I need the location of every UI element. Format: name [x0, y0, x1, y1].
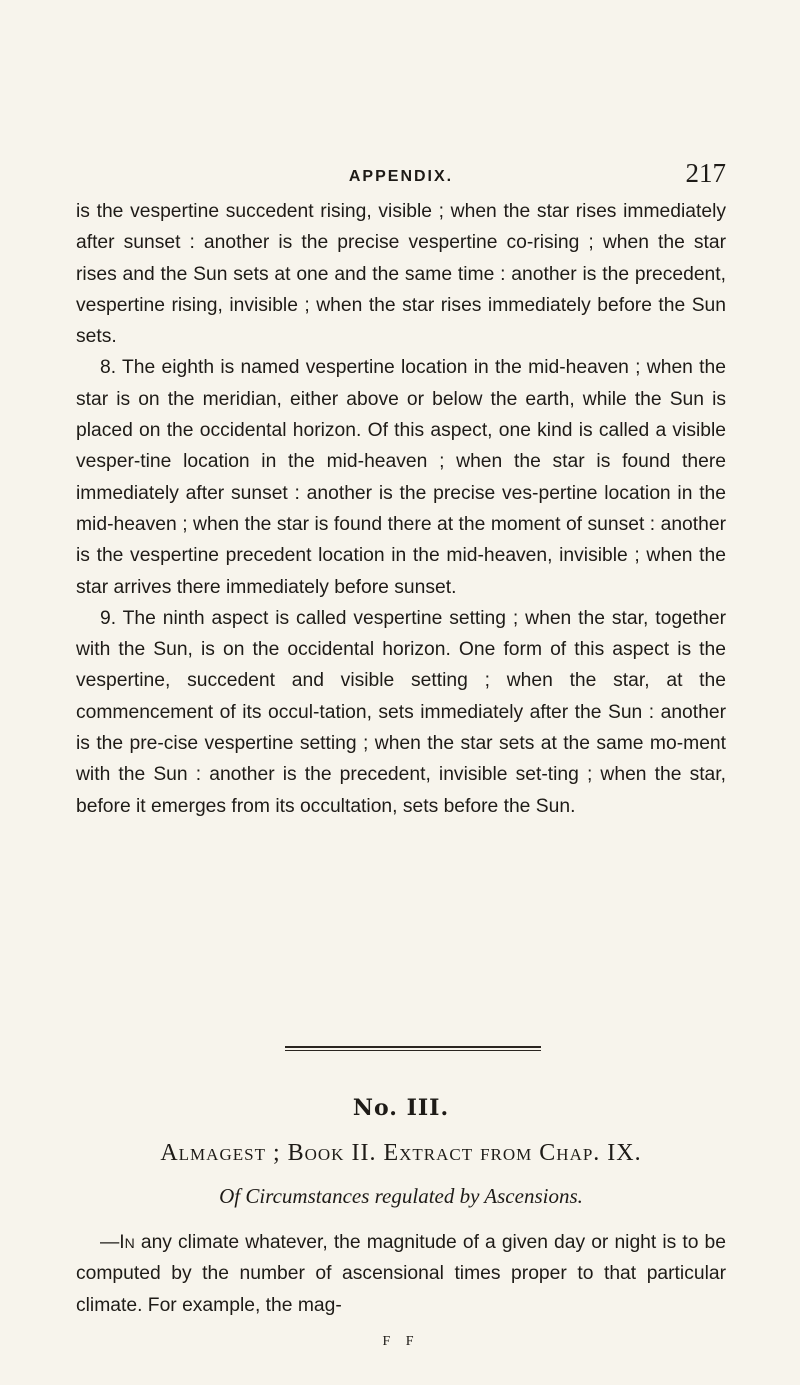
section-heading: Almagest ; Book II. Extract from Chap. IX. — [160, 1140, 642, 1166]
page-number: 217 — [685, 158, 726, 188]
section-number: No. III. — [352, 1095, 450, 1121]
extract-text — [76, 1227, 726, 1321]
signature-mark: F F — [382, 1334, 420, 1349]
paragraph-eighth-aspect: 8. The eighth is named vespertine location in the mid-heaven ; when the star is on the meridian, either above or below the earth, while the Sun is placed on the occidental horizon. Of this aspect, one kind is called a visible vesper-tine location in the mid-heaven ; when the star is found there immediately after sunset : another is the precise ves-pertine location in the mid-heaven ; when the star is found there at the moment of sunset : another is the vespertine precedent location in the mid-heaven, invisible ; when the star arrives there immediately before sunset. — [76, 357, 726, 598]
paragraph-ninth-aspect: 9. The ninth aspect is called vespertine setting ; when the star, together with the Sun, is on the occidental horizon. One form of this aspect is the vespertine, succedent and visible setting ; when the star, at the commencement of its occul-tation, sets immediately after the Sun : another is the pre-cise vespertine setting ; when the star sets at the same mo-ment with the Sun : another is the precedent, invisible set-ting ; when the star, before it emerges from its occultation, sets before the Sun. — [76, 607, 726, 817]
body-text — [76, 196, 726, 822]
paragraph-continuation: is the vespertine succedent rising, visible ; when the star rises immediately after sunset : another is the precise vespertine co-rising ; when the star rises and the Sun sets at one and the same time : another is the precedent, vespertine rising, invisible ; when the star rises immediately before the Sun sets. — [76, 201, 726, 348]
section-subheading: Of Circumstances regulated by Ascensions. — [219, 1184, 583, 1208]
extract-lead-word: —In — [100, 1232, 135, 1253]
section-divider — [285, 1046, 541, 1048]
extract-body: any climate whatever, the magnitude of a given day or night is to be computed by the number of ascensional times proper to that particular climate. For example, the mag- — [76, 1232, 726, 1316]
running-title: APPENDIX. — [348, 168, 454, 185]
extract-paragraph — [76, 1227, 726, 1321]
section-divider-rule — [285, 1050, 541, 1051]
running-head — [76, 158, 726, 194]
